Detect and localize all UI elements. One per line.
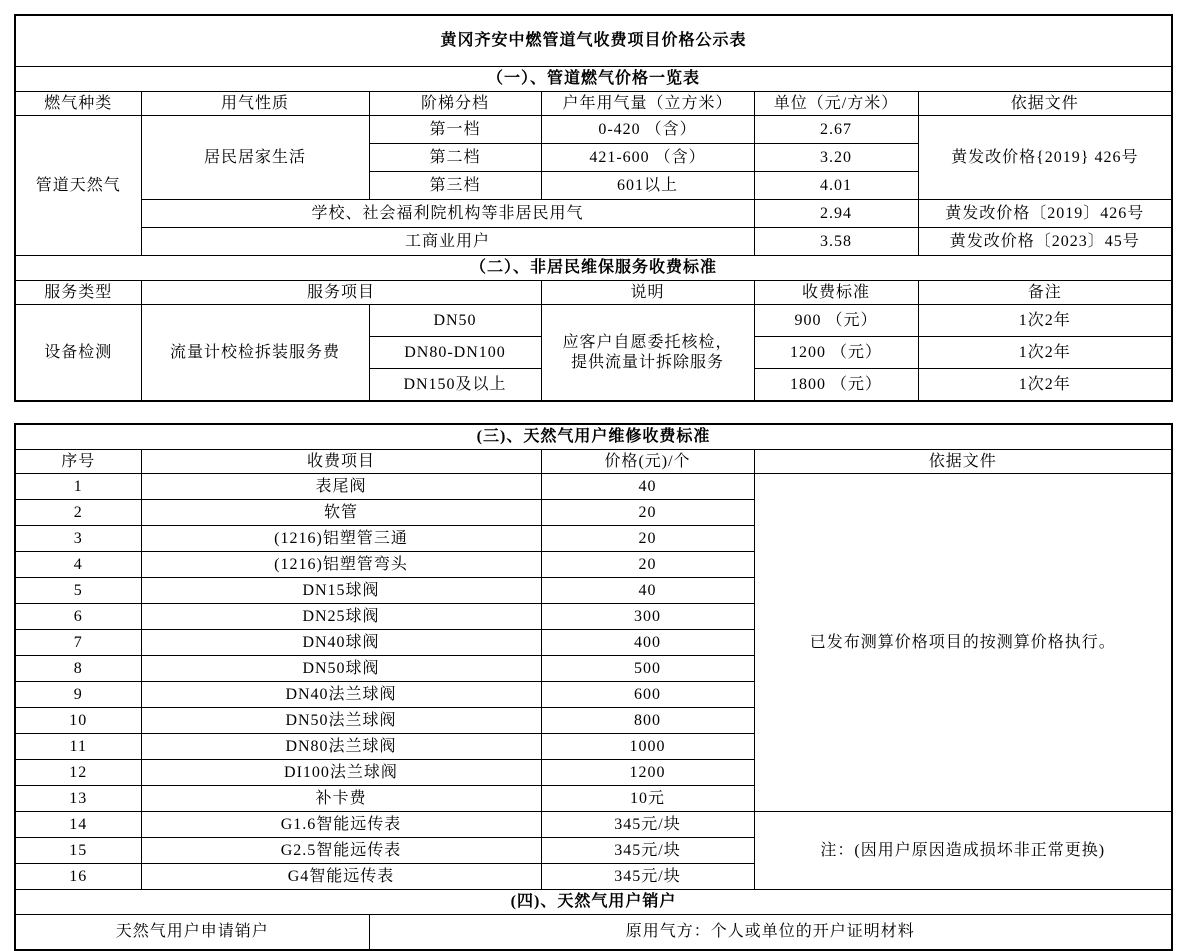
fee-price: 345元/块 [541, 864, 754, 890]
nonresident-row [15, 200, 1172, 228]
col-header-description: 说明 [541, 281, 754, 305]
row-number: 12 [15, 760, 141, 786]
section3-header-row [15, 450, 1172, 474]
service-fee: 1800 （元） [754, 369, 918, 402]
fee-price: 800 [541, 708, 754, 734]
gas-price-table [14, 14, 1173, 402]
fee-item: G1.6智能远传表 [141, 812, 541, 838]
tier-volume: 601以上 [541, 172, 754, 200]
col-header-tier: 阶梯分档 [369, 92, 541, 116]
category-basis-doc: 黄发改价格〔2023〕45号 [918, 228, 1172, 256]
section3-heading: (三)、天然气用户维修收费标准 [15, 424, 1172, 450]
col-header-basis-doc: 依据文件 [754, 450, 1172, 474]
col-header-service-type: 服务类型 [15, 281, 141, 305]
fee-price: 345元/块 [541, 812, 754, 838]
service-description-line2: 提供流量计拆除服务 [570, 353, 724, 371]
fee-item: DN25球阀 [141, 604, 541, 630]
row-number: 9 [15, 682, 141, 708]
fee-item: 软管 [141, 500, 541, 526]
fee-item: (1216)铝塑管三通 [141, 526, 541, 552]
service-fee: 1200 （元） [754, 337, 918, 369]
closure-requirement: 原用气方：个人或单位的开户证明材料 [369, 915, 1172, 951]
fee-price: 10元 [541, 786, 754, 812]
tier-name: 第一档 [369, 116, 541, 144]
fee-price: 40 [541, 578, 754, 604]
section3-heading-row [15, 424, 1172, 450]
fee-price: 1000 [541, 734, 754, 760]
section1-heading-row [15, 67, 1172, 92]
row-number: 13 [15, 786, 141, 812]
section1-header-row [15, 92, 1172, 116]
section4-heading: (四)、天然气用户销户 [15, 890, 1172, 915]
fee-price: 1200 [541, 760, 754, 786]
fee-item: DN15球阀 [141, 578, 541, 604]
col-header-fee-standard: 收费标准 [754, 281, 918, 305]
row-number: 3 [15, 526, 141, 552]
row-number: 2 [15, 500, 141, 526]
user-category: 工商业用户 [141, 228, 754, 256]
service-remark: 1次2年 [918, 337, 1172, 369]
gas-type-cell: 管道天然气 [15, 116, 141, 256]
row-number: 7 [15, 630, 141, 656]
fee-row [15, 812, 1172, 838]
service-fee: 900 （元） [754, 305, 918, 337]
col-header-index: 序号 [15, 450, 141, 474]
row-number: 16 [15, 864, 141, 890]
section2-header-row [15, 281, 1172, 305]
tier-volume: 421-600 （含） [541, 144, 754, 172]
tier-price: 2.67 [754, 116, 918, 144]
fee-item: (1216)铝塑管弯头 [141, 552, 541, 578]
fee-item: 补卡费 [141, 786, 541, 812]
closure-request-label: 天然气用户申请销户 [15, 915, 369, 951]
row-number: 1 [15, 474, 141, 500]
service-spec: DN150及以上 [369, 369, 541, 402]
tier-price: 3.20 [754, 144, 918, 172]
row-number: 4 [15, 552, 141, 578]
tier-basis-doc: 黄发改价格{2019} 426号 [918, 116, 1172, 200]
section1-heading: （一）、管道燃气价格一览表 [15, 67, 1172, 92]
fee-item: DN80法兰球阀 [141, 734, 541, 760]
fee-price: 600 [541, 682, 754, 708]
service-spec: DN80-DN100 [369, 337, 541, 369]
section2-heading: （二）、非居民维保服务收费标准 [15, 256, 1172, 281]
row-number: 11 [15, 734, 141, 760]
tier-volume: 0-420 （含） [541, 116, 754, 144]
category-price: 2.94 [754, 200, 918, 228]
basis-doc-note: 已发布测算价格项目的按测算价格执行。 [754, 474, 1172, 812]
tier-price: 4.01 [754, 172, 918, 200]
col-header-service-item: 服务项目 [141, 281, 541, 305]
col-header-usage-nature: 用气性质 [141, 92, 369, 116]
service-description-line1: 应客户自愿委托核检， [562, 333, 733, 351]
fee-item: G4智能远传表 [141, 864, 541, 890]
account-closure-row [15, 915, 1172, 951]
fee-price: 20 [541, 500, 754, 526]
service-spec: DN50 [369, 305, 541, 337]
row-number: 15 [15, 838, 141, 864]
fee-price: 40 [541, 474, 754, 500]
service-row [15, 305, 1172, 337]
row-number: 10 [15, 708, 141, 734]
fee-price: 300 [541, 604, 754, 630]
category-basis-doc: 黄发改价格〔2019〕426号 [918, 200, 1172, 228]
resident-usage-cell: 居民居家生活 [141, 116, 369, 200]
industrial-row [15, 228, 1172, 256]
fee-price: 345元/块 [541, 838, 754, 864]
col-header-fee-item: 收费项目 [141, 450, 541, 474]
meter-replacement-note: 注：(因用户原因造成损坏非正常更换) [754, 812, 1172, 890]
col-header-annual-volume: 户年用气量（立方米） [541, 92, 754, 116]
col-header-remark: 备注 [918, 281, 1172, 305]
service-remark: 1次2年 [918, 369, 1172, 402]
table-gap [14, 402, 1171, 423]
col-header-basis-doc: 依据文件 [918, 92, 1172, 116]
fee-item: DN50法兰球阀 [141, 708, 541, 734]
col-header-gas-type: 燃气种类 [15, 92, 141, 116]
tier-name: 第二档 [369, 144, 541, 172]
fee-price: 20 [541, 526, 754, 552]
fee-price: 20 [541, 552, 754, 578]
service-description [541, 305, 754, 402]
title-row [15, 15, 1172, 67]
tier-name: 第三档 [369, 172, 541, 200]
row-number: 8 [15, 656, 141, 682]
fee-row [15, 474, 1172, 500]
fee-item: DI100法兰球阀 [141, 760, 541, 786]
section2-heading-row [15, 256, 1172, 281]
fee-price: 400 [541, 630, 754, 656]
tier-row [15, 116, 1172, 144]
service-type-cell: 设备检测 [15, 305, 141, 402]
fee-price: 500 [541, 656, 754, 682]
document-title: 黄冈齐安中燃管道气收费项目价格公示表 [15, 15, 1172, 67]
fee-item: 表尾阀 [141, 474, 541, 500]
fee-item: DN40法兰球阀 [141, 682, 541, 708]
service-item-cell: 流量计校检拆装服务费 [141, 305, 369, 402]
fee-item: DN50球阀 [141, 656, 541, 682]
fee-item: DN40球阀 [141, 630, 541, 656]
row-number: 5 [15, 578, 141, 604]
row-number: 14 [15, 812, 141, 838]
col-header-price: 价格(元)/个 [541, 450, 754, 474]
row-number: 6 [15, 604, 141, 630]
category-price: 3.58 [754, 228, 918, 256]
section4-heading-row [15, 890, 1172, 915]
service-remark: 1次2年 [918, 305, 1172, 337]
fee-item: G2.5智能远传表 [141, 838, 541, 864]
col-header-unit-price: 单位（元/方米） [754, 92, 918, 116]
user-category: 学校、社会福利院机构等非居民用气 [141, 200, 754, 228]
repair-fee-table [14, 423, 1173, 951]
